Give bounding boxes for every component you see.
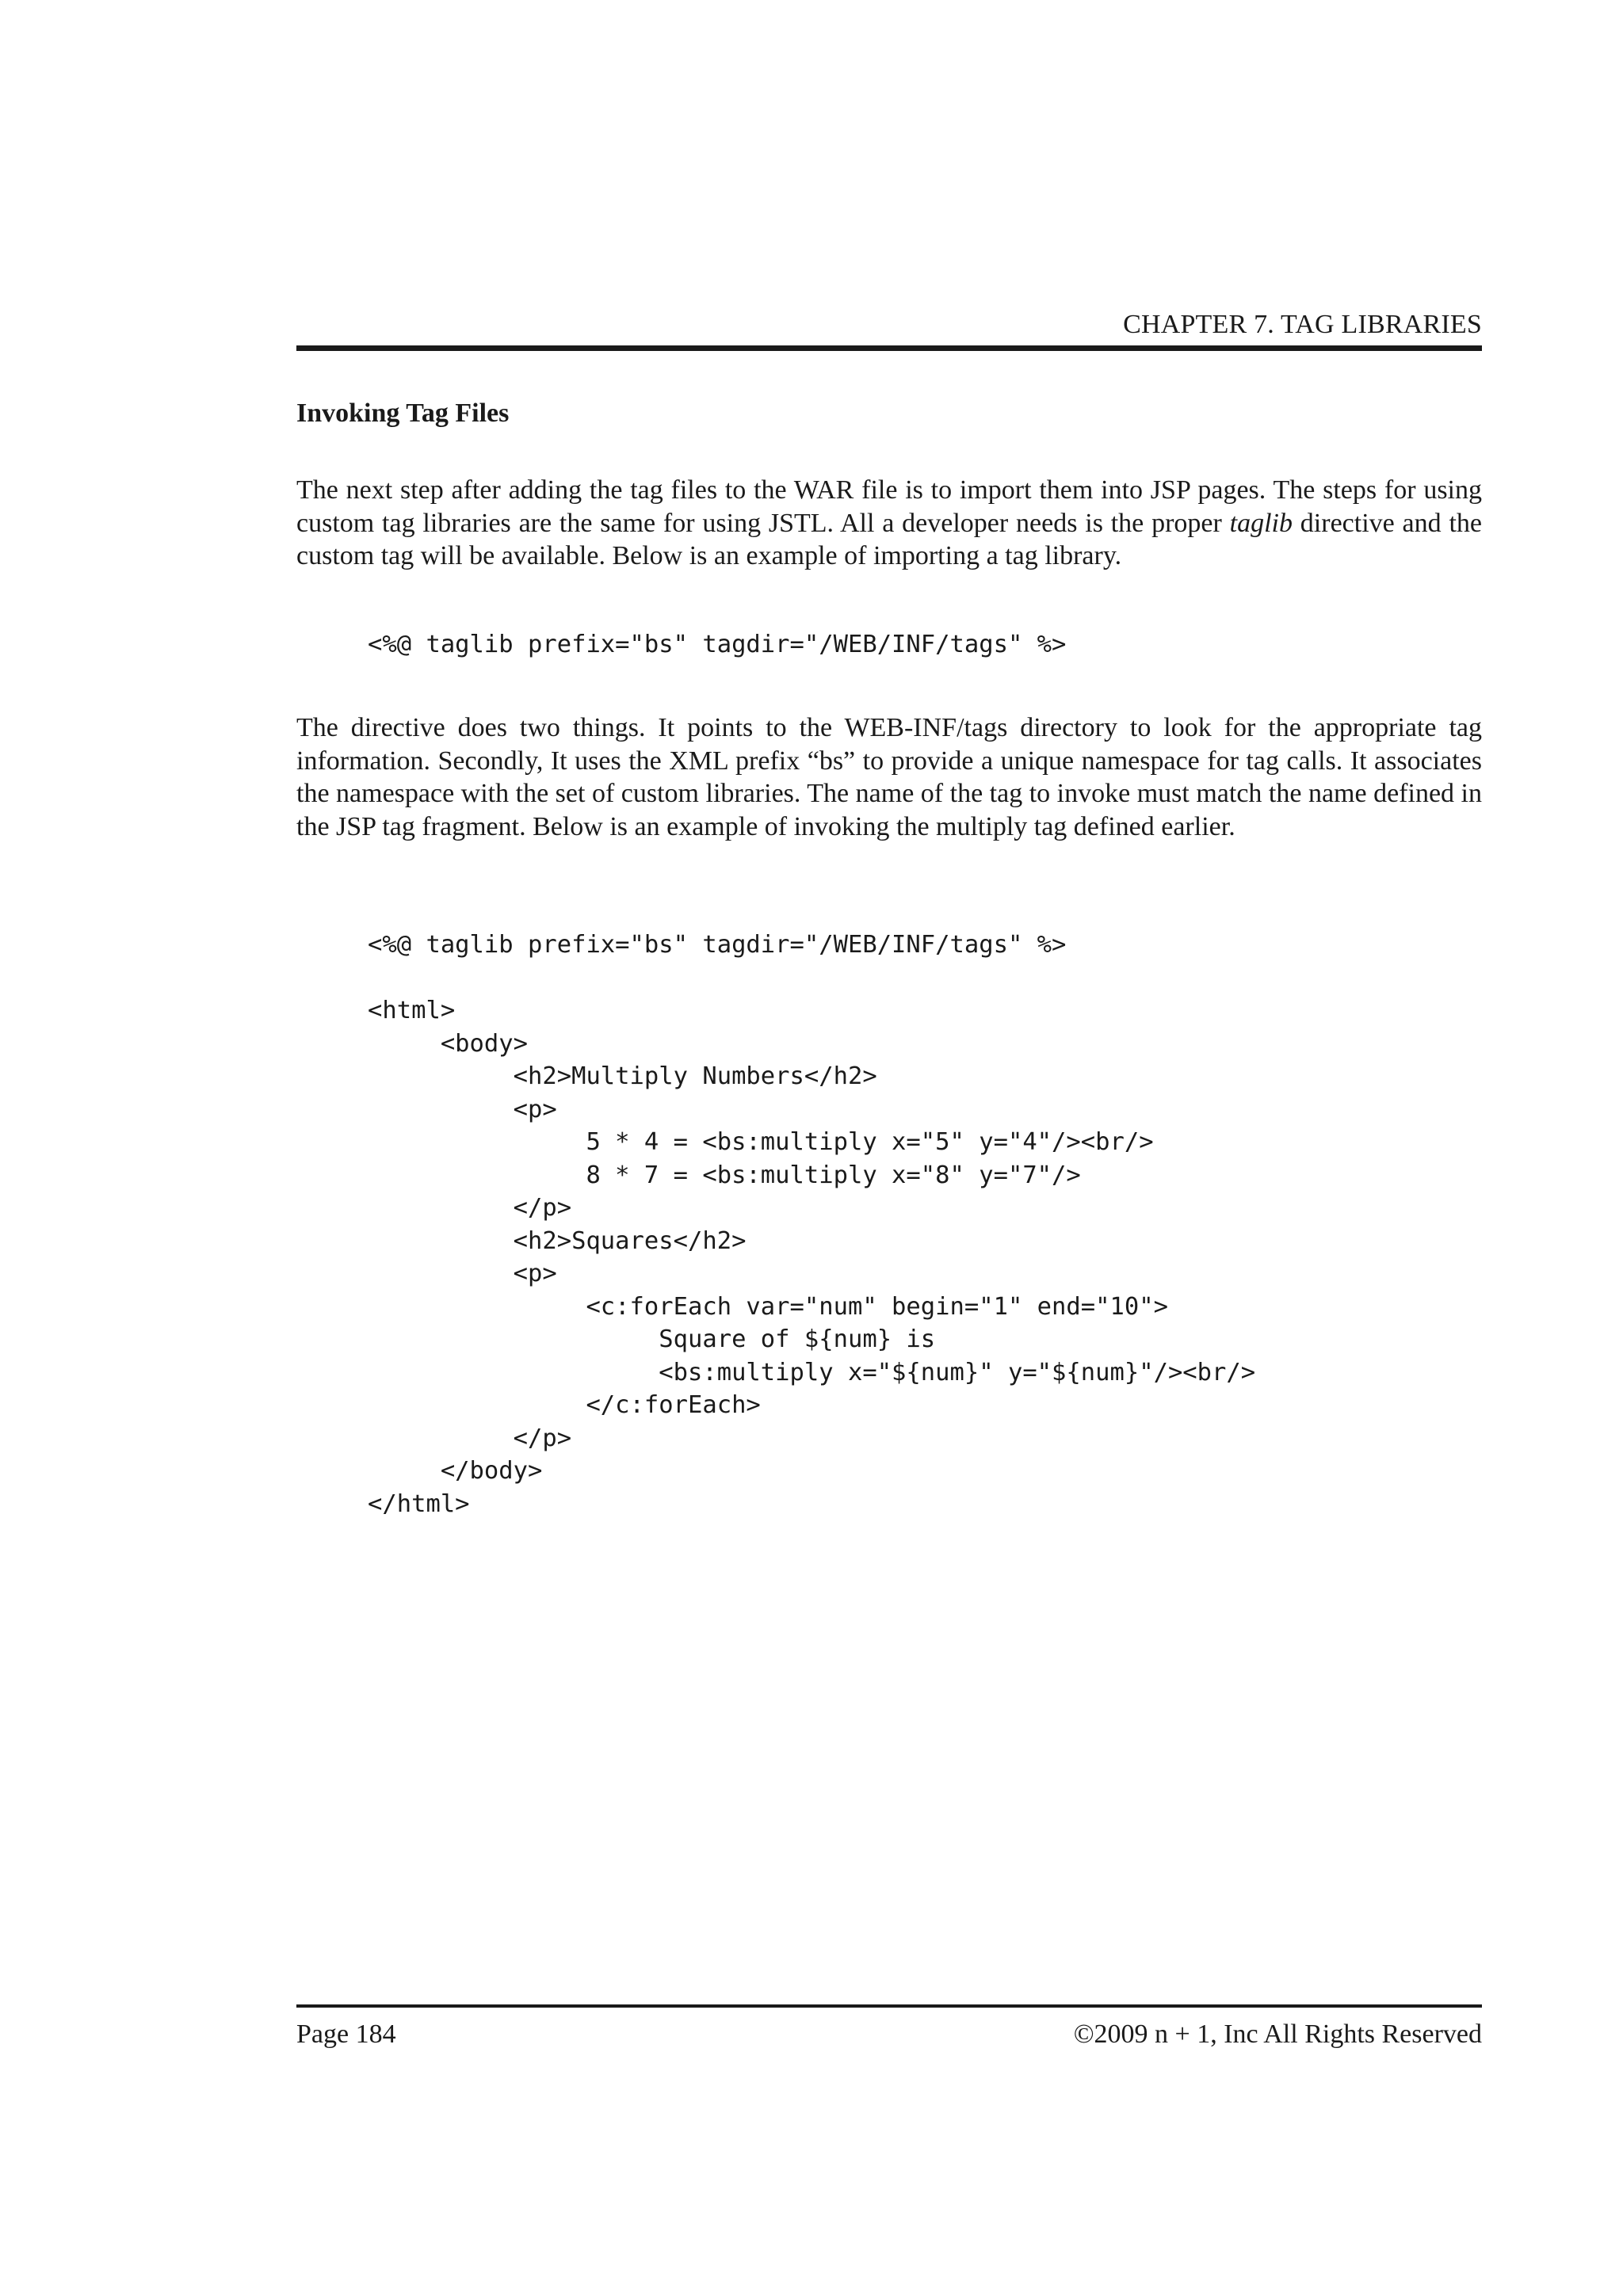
code-line: 8 * 7 = <bs:multiply x="8" y="7"/> xyxy=(368,1161,1081,1189)
code-line: </html> xyxy=(368,1489,470,1518)
code-line: </p> xyxy=(368,1194,572,1222)
paragraph-emphasis: taglib xyxy=(1229,508,1293,538)
running-head: CHAPTER 7. TAG LIBRARIES xyxy=(1123,310,1482,339)
copyright-notice: ©2009 n + 1, Inc All Rights Reserved xyxy=(1073,2019,1482,2049)
code-line: 5 * 4 = <bs:multiply x="5" y="4"/><br/> xyxy=(368,1128,1154,1156)
code-line: <%@ taglib prefix="bs" tagdir="/WEB/INF/tags" %> xyxy=(368,931,1067,959)
code-listing-import xyxy=(368,628,1066,662)
page-number: Page 184 xyxy=(296,2019,396,2049)
code-line: <body> xyxy=(368,1029,528,1058)
footer-rule xyxy=(296,2004,1482,2008)
code-line: <c:forEach var="num" begin="1" end="10"> xyxy=(368,1292,1168,1321)
paragraph-text: directive and the custom tag will be available. Below is an example of importing a tag library. xyxy=(296,508,1482,570)
code-line: <bs:multiply x="${num}" y="${num}"/><br/> xyxy=(368,1358,1256,1386)
code-line: <%@ taglib prefix="bs" tagdir="/WEB/INF/tags" %> xyxy=(368,631,1067,658)
code-line: </c:forEach> xyxy=(368,1391,761,1419)
paragraph-directive-explanation: The directive does two things. It points to the WEB-INF/tags directory to look for the appropriate tag information. Secondly, It uses the XML prefix “bs” to provide a unique namespace for tag calls. It associates the namespace with the set of custom libraries. The name of the tag to invoke must match the name defined in the JSP tag fragment. Below is an example of invoking the multiply tag defined earlier. xyxy=(296,713,1482,841)
paragraph-import-intro xyxy=(296,474,1482,573)
code-line: </body> xyxy=(368,1457,543,1485)
code-line: <h2>Squares</h2> xyxy=(368,1226,747,1255)
code-listing-invoke xyxy=(368,929,1255,1520)
code-line: <p> xyxy=(368,1095,557,1123)
code-line: <html> xyxy=(368,997,456,1024)
header-rule xyxy=(296,345,1482,351)
code-line: Square of ${num} is xyxy=(368,1325,936,1353)
code-line: <p> xyxy=(368,1260,557,1287)
code-line: <h2>Multiply Numbers</h2> xyxy=(368,1062,877,1090)
section-title: Invoking Tag Files xyxy=(296,399,510,428)
code-line: </p> xyxy=(368,1424,572,1452)
paragraph-text: The next step after adding the tag files to the WAR file is to import them into JSP pages. The steps for using custom tag libraries are the same for using JSTL. All a developer needs is the proper xyxy=(296,475,1482,538)
code-line xyxy=(368,962,1255,995)
